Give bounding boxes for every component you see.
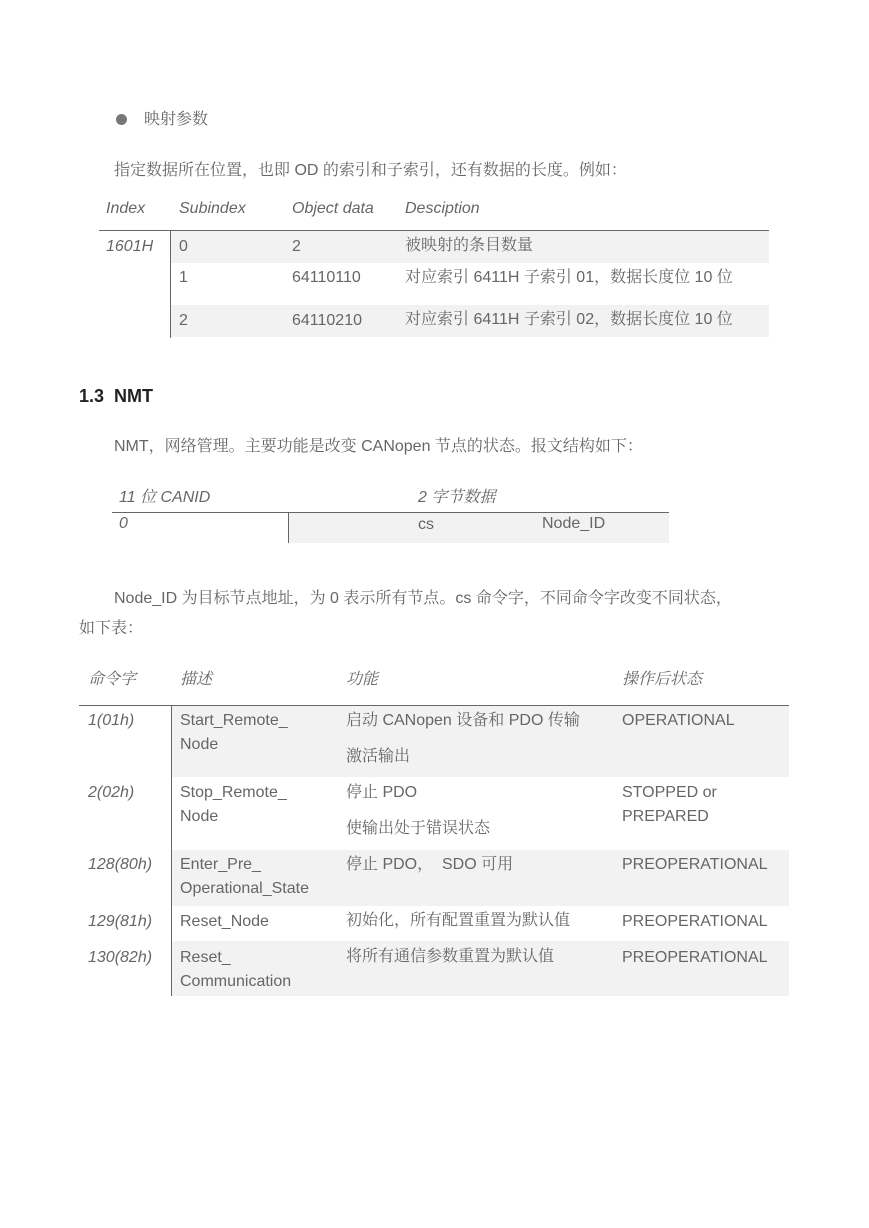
index-value: 1601H bbox=[106, 238, 154, 255]
cmd-state: PREOPERATIONAL bbox=[622, 856, 768, 873]
frame-header-data: 2 字节数据 bbox=[418, 489, 496, 506]
cmd-func: 将所有通信参数重置为默认值 bbox=[346, 948, 555, 965]
frame-byte-cs: cs bbox=[418, 516, 434, 533]
desc-cell: 对应索引 6411H 子索引 01，数据长度位 10 位 bbox=[405, 269, 733, 286]
frame-id-value: 0 bbox=[119, 515, 128, 532]
subindex-cell: 1 bbox=[179, 269, 188, 286]
cmd-desc: Enter_Pre_ Operational_State bbox=[180, 856, 309, 897]
section-heading bbox=[79, 385, 153, 407]
cmd-func: 停止 PDO， SDO 可用 bbox=[346, 856, 514, 873]
cmd-state: OPERATIONAL bbox=[622, 712, 735, 729]
desc-cell: 被映射的条目数量 bbox=[405, 237, 534, 254]
cmd-code: 129(81h) bbox=[88, 913, 153, 930]
cmd-code: 2(02h) bbox=[88, 784, 135, 801]
cmd-func: 启动 CANopen 设备和 PDO 传输 bbox=[346, 712, 580, 729]
subindex-cell: 2 bbox=[179, 312, 188, 329]
section-title: NMT bbox=[114, 386, 154, 406]
bullet-text: 映射参数 bbox=[144, 111, 209, 128]
nmt-paragraph: NMT，网络管理。主要功能是改变 CANopen 节点的状态。报文结构如下： bbox=[114, 438, 643, 455]
cmd-desc: Reset_Node bbox=[180, 913, 269, 930]
header-description: Desciption bbox=[405, 200, 480, 217]
bullet-dot bbox=[116, 114, 127, 125]
header-subindex: Subindex bbox=[179, 200, 246, 217]
header-object-data: Object data bbox=[292, 200, 374, 217]
subindex-cell: 0 bbox=[179, 238, 188, 255]
desc-cell: 对应索引 6411H 子索引 02，数据长度位 10 位 bbox=[405, 311, 733, 328]
object-cell: 64110110 bbox=[292, 269, 361, 286]
node-paragraph-line2: 如下表： bbox=[79, 620, 144, 637]
cmd-func-extra: 使输出处于错误状态 bbox=[346, 820, 491, 837]
cmd-code: 128(80h) bbox=[88, 856, 153, 873]
cmd-header-description: 描述 bbox=[180, 671, 213, 688]
cmd-func-extra: 激活输出 bbox=[346, 748, 411, 765]
cmd-code: 1(01h) bbox=[88, 712, 135, 729]
cmd-column-rule bbox=[171, 706, 172, 996]
intro-paragraph: 指定数据所在位置，也即 OD 的索引和子索引，还有数据的长度。例如： bbox=[114, 162, 627, 179]
header-index: Index bbox=[106, 200, 146, 217]
cmd-desc: Start_Remote_ Node bbox=[180, 712, 288, 753]
cmd-desc: Stop_Remote_ Node bbox=[180, 784, 287, 825]
cmd-header-command: 命令字 bbox=[88, 671, 137, 688]
cmd-header-function: 功能 bbox=[346, 671, 379, 688]
frame-data-cell bbox=[289, 513, 669, 543]
cmd-desc: Reset_ Communication bbox=[180, 949, 292, 990]
column-rule bbox=[170, 231, 171, 338]
cmd-func: 停止 PDO bbox=[346, 784, 418, 801]
frame-column-rule bbox=[288, 513, 289, 543]
cmd-state: PREOPERATIONAL bbox=[622, 949, 768, 966]
object-cell: 64110210 bbox=[292, 312, 362, 329]
cmd-header-state: 操作后状态 bbox=[622, 671, 703, 688]
cmd-func: 初始化，所有配置重置为默认值 bbox=[346, 912, 571, 929]
cmd-state: STOPPED or PREPARED bbox=[622, 784, 717, 825]
cmd-state: PREOPERATIONAL bbox=[622, 913, 768, 930]
node-paragraph-line1: Node_ID 为目标节点地址，为 0 表示所有节点。cs 命令字，不同命令字改变不同状态， bbox=[114, 590, 732, 607]
object-cell: 2 bbox=[292, 238, 301, 255]
cmd-code: 130(82h) bbox=[88, 949, 153, 966]
frame-byte-node-id: Node_ID bbox=[542, 515, 606, 532]
section-number: 1.3 bbox=[79, 386, 105, 406]
frame-header-canid: 11 位 CANID bbox=[119, 489, 211, 506]
